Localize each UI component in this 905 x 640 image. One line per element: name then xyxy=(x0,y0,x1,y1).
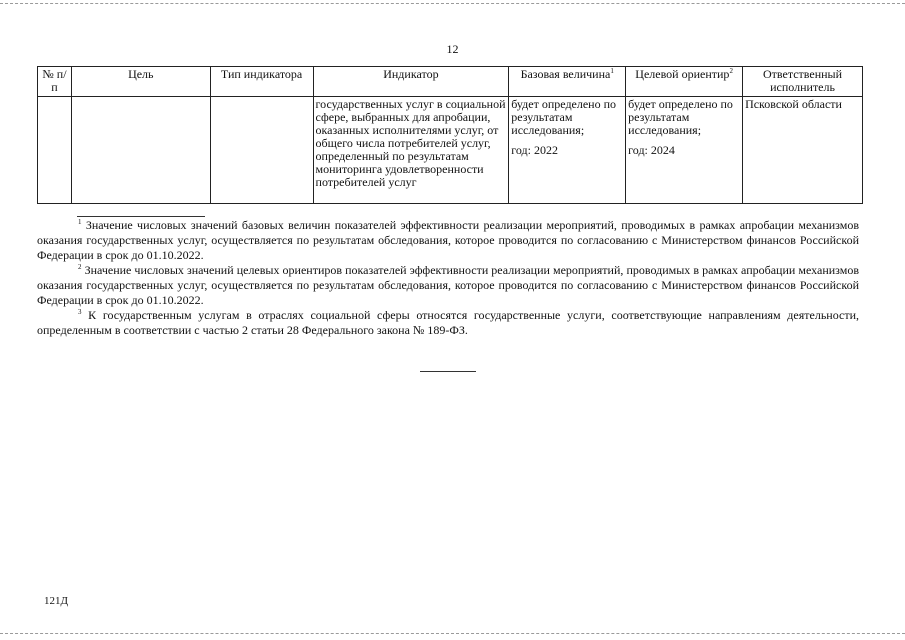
header-base-value-label: Базовая величина xyxy=(520,67,611,81)
footnote-mark-2: 2 xyxy=(78,263,82,271)
footnote-2-text: Значение числовых значений целевых ориентиров показателей эффективности реализации мероприятий, проводимых в рамках апробации механизмов оказания государственных услуг, осуществляется по результатам обследования, которое проводится по согласованию с Министерством финансов Российской Федерации в срок до 01.10.2022. xyxy=(37,263,859,307)
cell-target xyxy=(626,97,743,204)
cell-goal xyxy=(71,97,210,204)
footnote-mark-1: 1 xyxy=(78,218,82,226)
header-indicator-type: Тип индикатора xyxy=(210,67,313,97)
footnote-1 xyxy=(37,218,859,263)
header-num: № п/п xyxy=(38,67,72,97)
header-target-label: Целевой ориентир xyxy=(635,67,730,81)
end-of-document-rule xyxy=(420,371,476,372)
footnote-3-text: К государственным услугам в отраслях социальной сферы относятся государственные услуги, соответствующие направлениям деятельности, определенным в соответствии с частью 2 статьи 28 Федерального закона № 189-ФЗ. xyxy=(37,308,860,337)
cell-base-value xyxy=(509,97,626,204)
footnote-2 xyxy=(37,263,859,308)
base-value-text: будет определено по результатам исследования; xyxy=(511,97,617,137)
cell-num xyxy=(38,97,72,204)
header-target xyxy=(626,67,743,97)
table-header-row xyxy=(38,67,863,97)
cell-indicator-type xyxy=(210,97,313,204)
indicators-table xyxy=(37,66,863,204)
footnote-1-text: Значение числовых значений базовых величин показателей эффективности реализации мероприятий, проводимых в рамках апробации механизмов оказания государственных услуг, осуществляется по результатам обследования, которое проводится по согласованию с Министерством финансов Российской Федерации в срок до 01.10.2022. xyxy=(37,218,859,262)
page-edge-top xyxy=(0,3,905,4)
header-goal: Цель xyxy=(71,67,210,97)
target-text: будет определено по результатам исследования; xyxy=(628,97,733,137)
header-base-value xyxy=(509,67,626,97)
footnote-mark-3: 3 xyxy=(78,308,82,316)
base-value-year: год: 2022 xyxy=(511,143,558,157)
header-responsible: Ответственный исполнитель xyxy=(743,67,863,97)
table-row xyxy=(38,97,863,204)
page-number: 12 xyxy=(446,42,459,56)
cell-indicator: государственных услуг в социальной сфере, выбранных для апробации, оказанных исполнителями услуг, от общего числа потребителей услуг, определенный по результатам мониторинга удовлетворенности потребителей услуг xyxy=(313,97,509,204)
page-edge-bottom xyxy=(0,633,905,634)
document-code: 121Д xyxy=(44,595,69,607)
header-indicator: Индикатор xyxy=(313,67,509,97)
cell-responsible: Псковской области xyxy=(743,97,863,204)
footnote-ref-1: 1 xyxy=(610,67,614,75)
footnote-ref-2: 2 xyxy=(729,67,733,75)
footnotes xyxy=(37,218,859,338)
target-year: год: 2024 xyxy=(628,143,675,157)
footnote-3 xyxy=(37,308,859,338)
footnote-separator xyxy=(77,216,205,217)
